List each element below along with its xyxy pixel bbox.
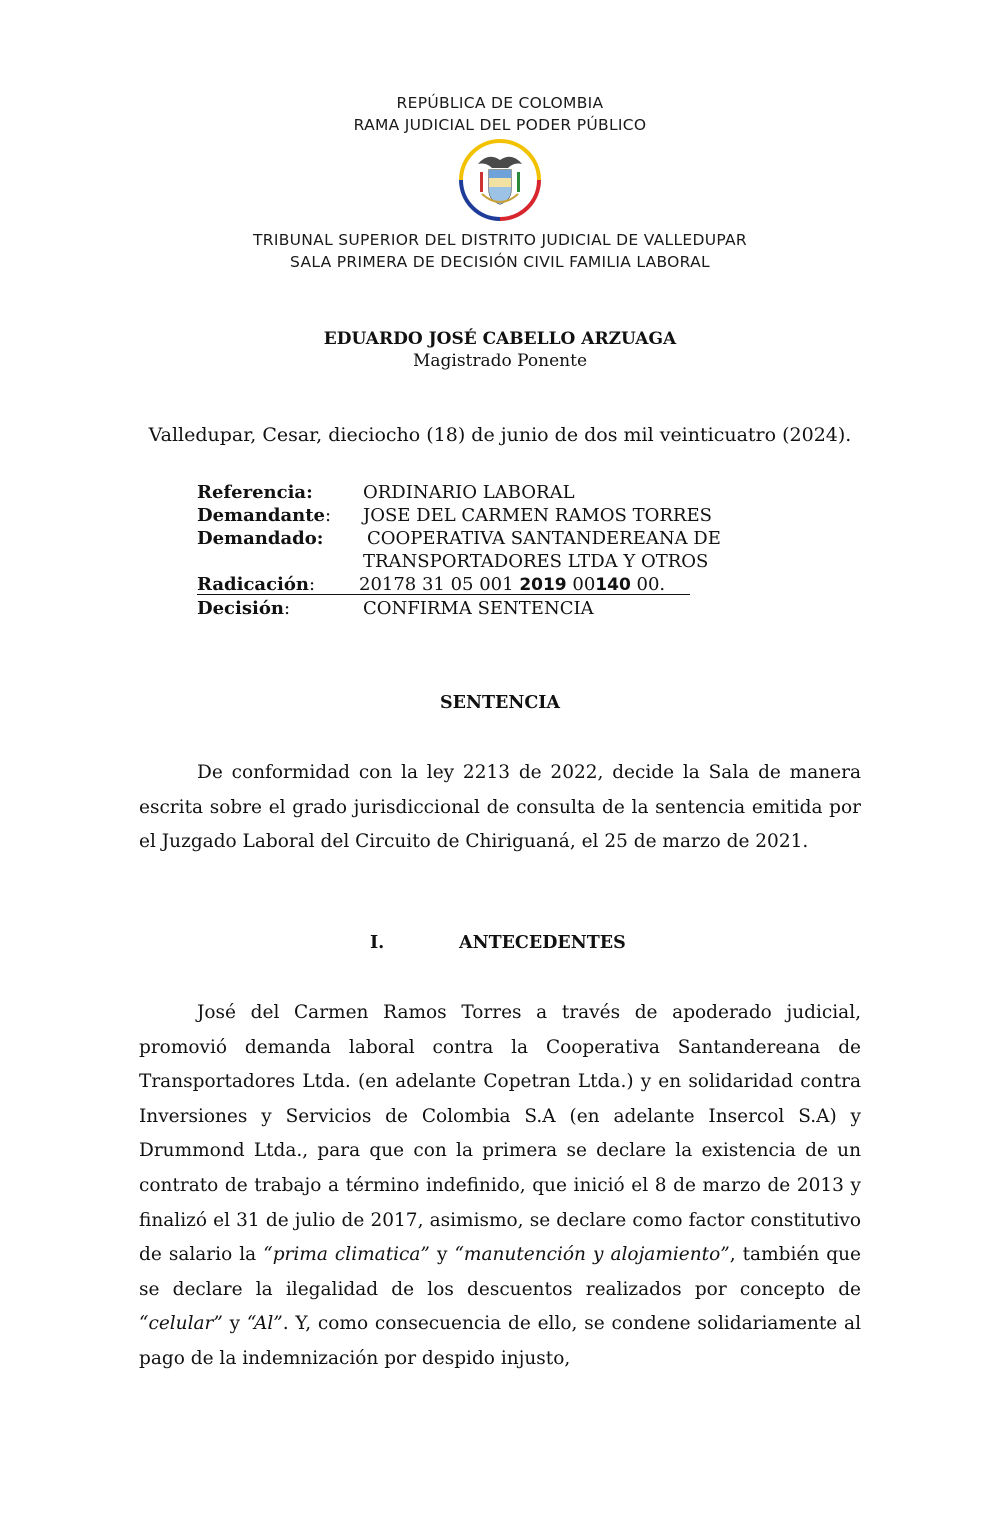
antecedentes-text-2: y (429, 1244, 455, 1266)
intro-paragraph (139, 756, 861, 860)
antecedentes-italic-4: “Al” (246, 1313, 283, 1335)
magistrate-name: EDUARDO JOSÉ CABELLO ARZUAGA (323, 329, 677, 349)
antecedentes-text-5: . Y, como consecuencia de ello, se condene solidariamente al pago de la indemnización por despido injusto, (139, 1313, 861, 1369)
header-tribunal: TRIBUNAL SUPERIOR DEL DISTRITO JUDICIAL DE VALLEDUPAR (253, 231, 747, 249)
antecedentes-italic-2: “manutención y alojamiento” (454, 1244, 730, 1266)
section-number: I. (370, 933, 385, 953)
demandado-value-line1: COOPERATIVA SANTANDEREANA DE (367, 528, 721, 549)
magistrate-role: Magistrado Ponente (412, 351, 588, 371)
decision-label-group (197, 598, 290, 619)
radicacion-part-d: 140 (595, 575, 631, 595)
radicacion-label: Radicación (197, 574, 309, 595)
demandante-value: JOSE DEL CARMEN RAMOS TORRES (363, 505, 712, 526)
reference-row-radicacion (197, 574, 690, 595)
colombia-coat-of-arms-seal-icon (458, 138, 542, 222)
radicacion-label-group (197, 574, 315, 595)
antecedentes-paragraph-text (139, 996, 861, 1377)
header-branch: RAMA JUDICIAL DEL PODER PÚBLICO (353, 116, 647, 134)
demandado-value-line2: TRANSPORTADORES LTDA Y OTROS (363, 551, 709, 572)
antecedentes-paragraph (139, 996, 861, 1377)
demandante-label: Demandante (197, 505, 325, 526)
radicacion-part-c: 00 (566, 574, 596, 595)
section-title: ANTECEDENTES (459, 933, 626, 953)
demandante-label-group (197, 505, 331, 526)
referencia-label: Referencia: (197, 482, 313, 503)
radicacion-colon: : (308, 574, 316, 595)
header-sala: SALA PRIMERA DE DECISIÓN CIVIL FAMILIA LABORAL (290, 253, 710, 271)
demandado-label: Demandado: (197, 528, 324, 549)
radicacion-part-e: 00. (630, 574, 666, 595)
intro-paragraph-text: De conformidad con la ley 2213 de 2022, decide la Sala de manera escrita sobre el grado jurisdiccional de consulta de la sentencia emitida por el Juzgado Laboral del Circuito de Chiriguaná, el 25 de marzo de 2021. (139, 762, 861, 853)
sentencia-title: SENTENCIA (439, 693, 561, 713)
antecedentes-text-3: , también que se declare la ilegalidad de los descuentos realizados por concepto de (139, 1244, 861, 1300)
referencia-value: ORDINARIO LABORAL (363, 482, 575, 503)
demandante-colon: : (324, 505, 332, 526)
radicacion-value (359, 574, 665, 595)
antecedentes-text-1: José del Carmen Ramos Torres a través de apoderado judicial, promovió demanda laboral contra la Cooperativa Santandereana de Transportadores Ltda. (en adelante Copetran Ltda.) y en solidaridad contra Inversiones y Servicios de Colombia S.A (en adelante Insercol S.A) y Drummond Ltda., para que con la primera se declare la existencia de un contrato de trabajo a término indefinido, que inició el 8 de marzo de 2013 y finalizó el 31 de julio de 2017, asimismo, se declare como factor constitutivo de salario la (139, 1002, 861, 1266)
antecedentes-italic-1: “prima climatica” (263, 1244, 430, 1266)
antecedentes-text-4: y (222, 1313, 247, 1335)
radicacion-part-a: 20178 31 05 001 (359, 574, 520, 595)
decision-colon: : (283, 598, 291, 619)
antecedentes-italic-3: “celular” (139, 1313, 223, 1335)
decision-value: CONFIRMA SENTENCIA (363, 598, 594, 619)
decision-label: Decisión (197, 598, 284, 619)
radicacion-part-b: 2019 (519, 575, 567, 595)
header-republic: REPÚBLICA DE COLOMBIA (396, 94, 604, 112)
date-line: Valledupar, Cesar, dieciocho (18) de junio de dos mil veinticuatro (2024). (148, 424, 852, 446)
